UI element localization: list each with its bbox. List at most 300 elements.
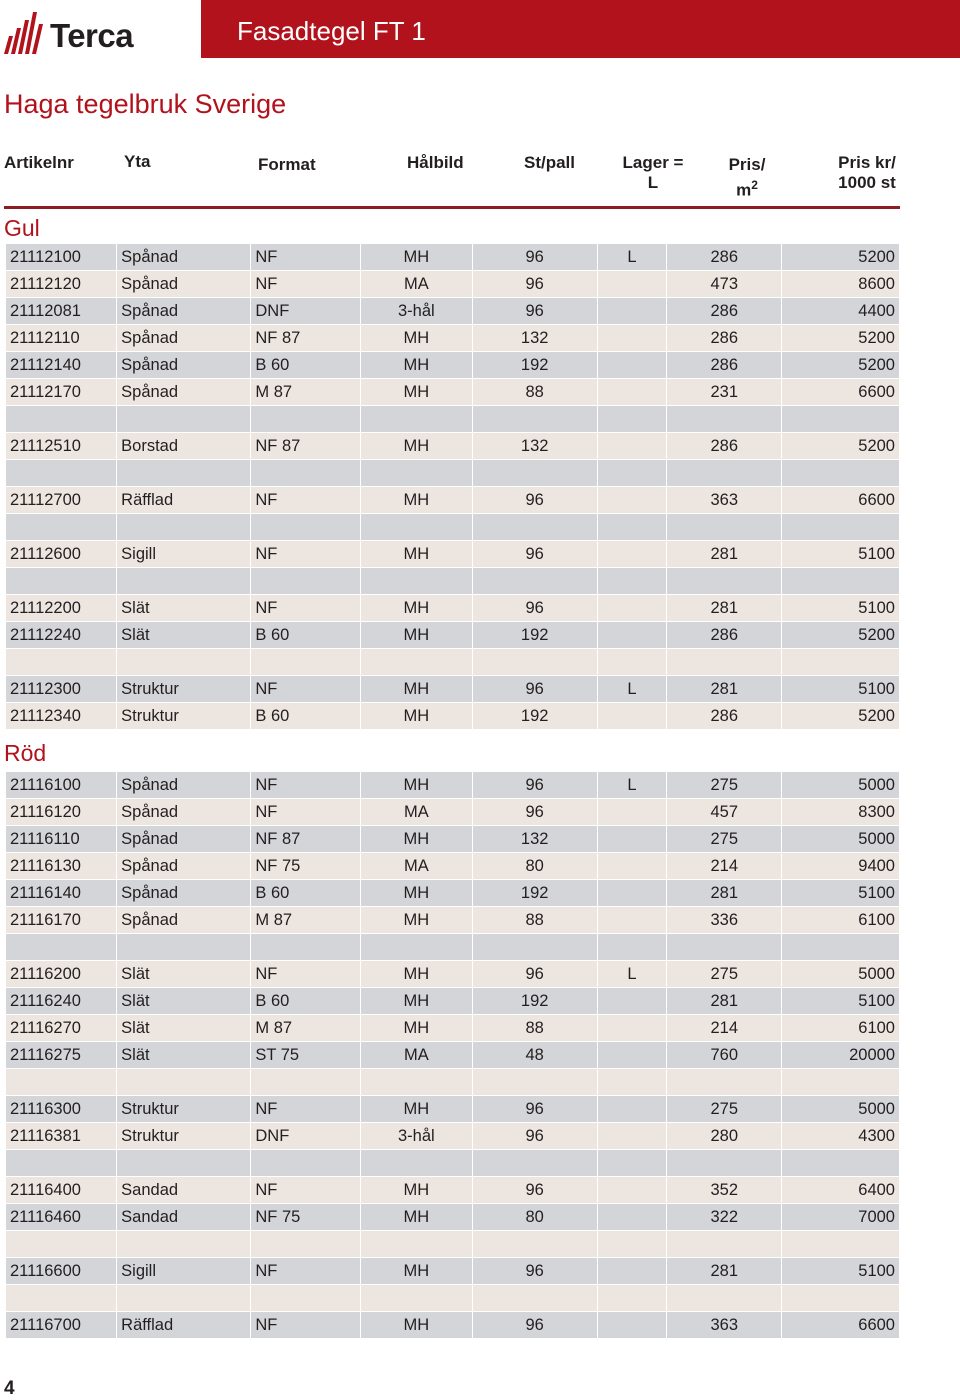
table-row <box>6 988 900 1015</box>
section-title-gul: Gul <box>4 215 40 241</box>
cell-format: DNF <box>251 298 361 325</box>
cell-artikelnr: 21112100 <box>6 244 117 271</box>
cell-pris-tusen: 5200 <box>782 622 900 649</box>
cell-st-pall: 96 <box>472 271 597 298</box>
cell-pris-m2 <box>667 649 782 676</box>
cell-st-pall: 48 <box>472 1042 597 1069</box>
cell-st-pall: 132 <box>472 826 597 853</box>
cell-artikelnr: 21116100 <box>6 772 117 799</box>
cell-lager <box>597 1258 667 1285</box>
cell-yta: Spånad <box>117 244 251 271</box>
cell-halbild <box>361 460 473 487</box>
cell-pris-tusen: 5100 <box>782 595 900 622</box>
col-header-pris-m2-line1: Pris/ <box>728 155 766 174</box>
cell-lager <box>597 487 667 514</box>
cell-pris-m2: 275 <box>667 772 782 799</box>
cell-yta <box>117 568 251 595</box>
cell-pris-m2 <box>667 406 782 433</box>
cell-halbild: MA <box>361 799 473 826</box>
cell-pris-tusen: 6600 <box>782 379 900 406</box>
table-row <box>6 1285 900 1312</box>
cell-format: NF <box>251 271 361 298</box>
cell-artikelnr: 21112300 <box>6 676 117 703</box>
cell-format: NF 87 <box>251 325 361 352</box>
cell-yta: Spånad <box>117 907 251 934</box>
cell-pris-m2 <box>667 1150 782 1177</box>
logo-text: Terca <box>50 17 134 54</box>
cell-lager <box>597 826 667 853</box>
cell-pris-tusen: 5200 <box>782 352 900 379</box>
cell-st-pall: 96 <box>472 799 597 826</box>
cell-format: B 60 <box>251 622 361 649</box>
cell-st-pall: 192 <box>472 880 597 907</box>
cell-halbild: MH <box>361 676 473 703</box>
col-header-pris-tusen-line1: Pris kr/ <box>838 153 896 172</box>
cell-halbild <box>361 934 473 961</box>
table-row <box>6 541 900 568</box>
cell-pris-tusen: 9400 <box>782 853 900 880</box>
cell-lager <box>597 325 667 352</box>
cell-pris-tusen <box>782 1069 900 1096</box>
cell-halbild: MH <box>361 622 473 649</box>
cell-yta: Spånad <box>117 880 251 907</box>
cell-halbild <box>361 1069 473 1096</box>
cell-pris-m2 <box>667 514 782 541</box>
cell-st-pall: 132 <box>472 433 597 460</box>
cell-lager: L <box>597 244 667 271</box>
cell-pris-tusen <box>782 460 900 487</box>
cell-artikelnr: 21116140 <box>6 880 117 907</box>
cell-st-pall: 96 <box>472 961 597 988</box>
cell-halbild: MH <box>361 1177 473 1204</box>
cell-artikelnr: 21116460 <box>6 1204 117 1231</box>
cell-format: B 60 <box>251 988 361 1015</box>
cell-pris-tusen: 6600 <box>782 487 900 514</box>
cell-halbild: MH <box>361 244 473 271</box>
cell-format: NF 75 <box>251 1204 361 1231</box>
cell-yta: Sandad <box>117 1177 251 1204</box>
table-row <box>6 325 900 352</box>
cell-pris-tusen: 5200 <box>782 244 900 271</box>
cell-artikelnr: 21112340 <box>6 703 117 730</box>
table-row <box>6 1177 900 1204</box>
cell-st-pall <box>472 1285 597 1312</box>
cell-yta: Spånad <box>117 325 251 352</box>
cell-pris-tusen: 5100 <box>782 676 900 703</box>
cell-st-pall <box>472 1231 597 1258</box>
cell-yta <box>117 649 251 676</box>
cell-format: M 87 <box>251 907 361 934</box>
cell-pris-m2: 281 <box>667 988 782 1015</box>
cell-halbild: MH <box>361 325 473 352</box>
cell-lager <box>597 1069 667 1096</box>
cell-pris-tusen <box>782 406 900 433</box>
cell-pris-tusen <box>782 568 900 595</box>
cell-halbild: MH <box>361 988 473 1015</box>
cell-artikelnr: 21116300 <box>6 1096 117 1123</box>
cell-pris-m2: 280 <box>667 1123 782 1150</box>
cell-st-pall <box>472 406 597 433</box>
cell-yta: Struktur <box>117 1123 251 1150</box>
cell-pris-tusen: 5100 <box>782 988 900 1015</box>
col-header-halbild: Hålbild <box>407 153 464 172</box>
cell-halbild: MH <box>361 826 473 853</box>
cell-artikelnr <box>6 568 117 595</box>
cell-pris-m2: 286 <box>667 622 782 649</box>
cell-st-pall: 96 <box>472 487 597 514</box>
cell-pris-m2: 214 <box>667 1015 782 1042</box>
cell-lager: L <box>597 772 667 799</box>
col-header-lager-line2: L <box>647 173 659 192</box>
cell-lager <box>597 595 667 622</box>
cell-halbild: MH <box>361 1015 473 1042</box>
cell-yta: Spånad <box>117 298 251 325</box>
cell-pris-m2 <box>667 568 782 595</box>
cell-format: NF <box>251 244 361 271</box>
cell-artikelnr <box>6 1285 117 1312</box>
cell-halbild: MH <box>361 961 473 988</box>
table-row <box>6 1015 900 1042</box>
cell-pris-tusen: 5200 <box>782 325 900 352</box>
cell-halbild: MH <box>361 379 473 406</box>
cell-lager <box>597 514 667 541</box>
table-row <box>6 595 900 622</box>
cell-st-pall: 80 <box>472 853 597 880</box>
header-divider <box>4 206 900 209</box>
cell-format: NF <box>251 961 361 988</box>
cell-lager <box>597 799 667 826</box>
table-row <box>6 352 900 379</box>
cell-lager <box>597 433 667 460</box>
cell-yta: Räfflad <box>117 487 251 514</box>
cell-st-pall: 96 <box>472 244 597 271</box>
cell-st-pall: 96 <box>472 1123 597 1150</box>
cell-pris-tusen: 8600 <box>782 271 900 298</box>
cell-format: NF <box>251 799 361 826</box>
cell-pris-tusen: 5000 <box>782 772 900 799</box>
cell-lager <box>597 988 667 1015</box>
cell-st-pall: 96 <box>472 1177 597 1204</box>
cell-halbild <box>361 1285 473 1312</box>
cell-artikelnr: 21116200 <box>6 961 117 988</box>
cell-format <box>251 934 361 961</box>
cell-artikelnr: 21116110 <box>6 826 117 853</box>
cell-artikelnr: 21116275 <box>6 1042 117 1069</box>
cell-format: NF <box>251 1177 361 1204</box>
cell-pris-m2: 286 <box>667 298 782 325</box>
cell-pris-m2: 281 <box>667 595 782 622</box>
cell-yta: Slät <box>117 622 251 649</box>
cell-lager <box>597 934 667 961</box>
cell-pris-tusen: 5100 <box>782 541 900 568</box>
cell-halbild: 3-hål <box>361 1123 473 1150</box>
cell-format <box>251 460 361 487</box>
cell-yta: Struktur <box>117 676 251 703</box>
table-row <box>6 703 900 730</box>
table-row <box>6 379 900 406</box>
cell-yta: Sigill <box>117 1258 251 1285</box>
cell-artikelnr: 21112700 <box>6 487 117 514</box>
cell-yta: Slät <box>117 961 251 988</box>
table-row <box>6 568 900 595</box>
cell-pris-tusen <box>782 514 900 541</box>
cell-pris-tusen <box>782 649 900 676</box>
cell-lager <box>597 1150 667 1177</box>
page-subtitle: Haga tegelbruk Sverige <box>4 89 287 119</box>
table-row <box>6 826 900 853</box>
cell-halbild: MH <box>361 907 473 934</box>
cell-lager <box>597 1123 667 1150</box>
cell-st-pall: 96 <box>472 772 597 799</box>
cell-yta: Spånad <box>117 853 251 880</box>
cell-yta: Spånad <box>117 826 251 853</box>
col-header-yta: Yta <box>124 152 151 171</box>
cell-pris-tusen: 20000 <box>782 1042 900 1069</box>
cell-artikelnr: 21112120 <box>6 271 117 298</box>
cell-lager <box>597 568 667 595</box>
cell-artikelnr: 21112510 <box>6 433 117 460</box>
cell-artikelnr: 21112240 <box>6 622 117 649</box>
col-header-pris-m2-sup: 2 <box>751 178 758 192</box>
cell-lager <box>597 460 667 487</box>
col-header-lager-line1: Lager = <box>622 153 684 172</box>
cell-format: ST 75 <box>251 1042 361 1069</box>
cell-st-pall: 96 <box>472 595 597 622</box>
cell-st-pall <box>472 1069 597 1096</box>
cell-halbild: MA <box>361 853 473 880</box>
cell-pris-m2: 231 <box>667 379 782 406</box>
cell-yta: Slät <box>117 988 251 1015</box>
cell-pris-m2: 281 <box>667 676 782 703</box>
cell-yta: Slät <box>117 1042 251 1069</box>
cell-artikelnr: 21116130 <box>6 853 117 880</box>
cell-st-pall: 88 <box>472 907 597 934</box>
table-row <box>6 406 900 433</box>
cell-lager <box>597 703 667 730</box>
cell-st-pall: 88 <box>472 1015 597 1042</box>
cell-pris-m2 <box>667 1285 782 1312</box>
table-row <box>6 1204 900 1231</box>
cell-pris-m2: 363 <box>667 1312 782 1339</box>
cell-st-pall: 96 <box>472 1258 597 1285</box>
cell-format: NF <box>251 1258 361 1285</box>
cell-halbild <box>361 568 473 595</box>
cell-halbild: MH <box>361 703 473 730</box>
cell-artikelnr: 21116270 <box>6 1015 117 1042</box>
cell-halbild: MH <box>361 433 473 460</box>
cell-lager <box>597 1231 667 1258</box>
cell-pris-m2: 275 <box>667 1096 782 1123</box>
cell-st-pall: 192 <box>472 352 597 379</box>
cell-artikelnr <box>6 1069 117 1096</box>
cell-format: M 87 <box>251 1015 361 1042</box>
cell-artikelnr <box>6 460 117 487</box>
cell-pris-tusen: 5200 <box>782 433 900 460</box>
table-row <box>6 1258 900 1285</box>
cell-artikelnr: 21116120 <box>6 799 117 826</box>
cell-format: NF 87 <box>251 826 361 853</box>
brick-stack-icon <box>4 10 48 54</box>
table-row <box>6 853 900 880</box>
cell-yta: Borstad <box>117 433 251 460</box>
cell-st-pall: 192 <box>472 703 597 730</box>
cell-pris-m2: 322 <box>667 1204 782 1231</box>
price-table-gul <box>6 244 900 730</box>
cell-pris-m2: 286 <box>667 433 782 460</box>
cell-lager <box>597 352 667 379</box>
cell-format <box>251 568 361 595</box>
cell-pris-tusen: 4400 <box>782 298 900 325</box>
table-row <box>6 622 900 649</box>
price-table-rod <box>6 772 900 1339</box>
cell-pris-m2: 275 <box>667 826 782 853</box>
cell-pris-m2: 336 <box>667 907 782 934</box>
cell-lager <box>597 1285 667 1312</box>
cell-halbild: MH <box>361 541 473 568</box>
cell-format: B 60 <box>251 352 361 379</box>
cell-yta <box>117 1150 251 1177</box>
cell-yta <box>117 934 251 961</box>
cell-pris-m2 <box>667 1069 782 1096</box>
cell-pris-m2: 457 <box>667 799 782 826</box>
col-header-format: Format <box>258 155 316 174</box>
cell-format <box>251 406 361 433</box>
cell-halbild: MH <box>361 487 473 514</box>
document-title: Fasadtegel FT 1 <box>237 16 426 46</box>
cell-st-pall <box>472 934 597 961</box>
cell-yta <box>117 406 251 433</box>
page-number: 4 <box>4 1378 15 1399</box>
cell-yta: Räfflad <box>117 1312 251 1339</box>
cell-format: B 60 <box>251 703 361 730</box>
cell-yta <box>117 514 251 541</box>
cell-artikelnr: 21116400 <box>6 1177 117 1204</box>
cell-st-pall: 96 <box>472 541 597 568</box>
cell-yta: Sigill <box>117 541 251 568</box>
cell-pris-m2: 473 <box>667 271 782 298</box>
cell-pris-tusen <box>782 1231 900 1258</box>
cell-format <box>251 1231 361 1258</box>
cell-format: NF <box>251 487 361 514</box>
cell-lager <box>597 298 667 325</box>
cell-pris-tusen: 4300 <box>782 1123 900 1150</box>
cell-format: B 60 <box>251 880 361 907</box>
cell-st-pall: 96 <box>472 676 597 703</box>
cell-pris-tusen: 5000 <box>782 961 900 988</box>
cell-pris-tusen: 6100 <box>782 907 900 934</box>
cell-pris-m2: 286 <box>667 244 782 271</box>
cell-halbild <box>361 1231 473 1258</box>
cell-yta: Spånad <box>117 379 251 406</box>
cell-lager <box>597 1204 667 1231</box>
cell-artikelnr: 21112200 <box>6 595 117 622</box>
cell-artikelnr <box>6 649 117 676</box>
cell-pris-tusen: 5000 <box>782 1096 900 1123</box>
cell-format <box>251 1069 361 1096</box>
cell-format: DNF <box>251 1123 361 1150</box>
cell-halbild: MA <box>361 271 473 298</box>
cell-lager: L <box>597 676 667 703</box>
cell-lager <box>597 853 667 880</box>
terca-logo <box>4 10 194 54</box>
cell-format: NF <box>251 772 361 799</box>
table-row <box>6 772 900 799</box>
cell-st-pall: 88 <box>472 379 597 406</box>
cell-format: NF <box>251 595 361 622</box>
cell-format: NF 87 <box>251 433 361 460</box>
cell-artikelnr: 21112110 <box>6 325 117 352</box>
col-header-pris-m2-unit: m <box>736 180 752 200</box>
cell-halbild: MH <box>361 1096 473 1123</box>
cell-st-pall: 192 <box>472 622 597 649</box>
section-title-rod: Röd <box>4 740 47 766</box>
cell-pris-tusen: 7000 <box>782 1204 900 1231</box>
table-row <box>6 1150 900 1177</box>
table-row <box>6 934 900 961</box>
cell-format: M 87 <box>251 379 361 406</box>
cell-yta <box>117 1285 251 1312</box>
cell-st-pall: 192 <box>472 988 597 1015</box>
cell-artikelnr <box>6 406 117 433</box>
cell-st-pall: 96 <box>472 298 597 325</box>
cell-pris-m2 <box>667 934 782 961</box>
table-row <box>6 271 900 298</box>
cell-format: NF <box>251 1096 361 1123</box>
cell-pris-m2: 760 <box>667 1042 782 1069</box>
col-header-st-pall: St/pall <box>524 153 576 172</box>
col-header-lager <box>620 153 686 193</box>
table-row <box>6 649 900 676</box>
cell-halbild <box>361 514 473 541</box>
cell-lager <box>597 271 667 298</box>
cell-halbild: MH <box>361 1312 473 1339</box>
cell-pris-tusen <box>782 1285 900 1312</box>
cell-artikelnr: 21112140 <box>6 352 117 379</box>
cell-yta: Spånad <box>117 271 251 298</box>
cell-pris-tusen: 6600 <box>782 1312 900 1339</box>
cell-pris-m2: 363 <box>667 487 782 514</box>
cell-format: NF 75 <box>251 853 361 880</box>
table-row <box>6 1123 900 1150</box>
cell-lager <box>597 880 667 907</box>
col-header-pris-tusen <box>832 153 902 193</box>
cell-pris-m2: 286 <box>667 703 782 730</box>
cell-pris-m2: 281 <box>667 1258 782 1285</box>
cell-lager <box>597 649 667 676</box>
cell-halbild <box>361 406 473 433</box>
cell-lager <box>597 1177 667 1204</box>
cell-st-pall <box>472 1150 597 1177</box>
cell-pris-m2: 281 <box>667 541 782 568</box>
cell-artikelnr: 21116700 <box>6 1312 117 1339</box>
cell-artikelnr: 21112600 <box>6 541 117 568</box>
cell-halbild: MH <box>361 1258 473 1285</box>
cell-yta: Struktur <box>117 703 251 730</box>
cell-lager <box>597 1042 667 1069</box>
table-row <box>6 799 900 826</box>
table-row <box>6 880 900 907</box>
cell-st-pall <box>472 649 597 676</box>
cell-lager: L <box>597 961 667 988</box>
cell-st-pall: 132 <box>472 325 597 352</box>
cell-artikelnr: 21116600 <box>6 1258 117 1285</box>
cell-halbild: MH <box>361 1204 473 1231</box>
cell-halbild: MH <box>361 595 473 622</box>
cell-st-pall <box>472 514 597 541</box>
cell-pris-tusen <box>782 1150 900 1177</box>
table-row <box>6 1069 900 1096</box>
cell-halbild: MH <box>361 352 473 379</box>
